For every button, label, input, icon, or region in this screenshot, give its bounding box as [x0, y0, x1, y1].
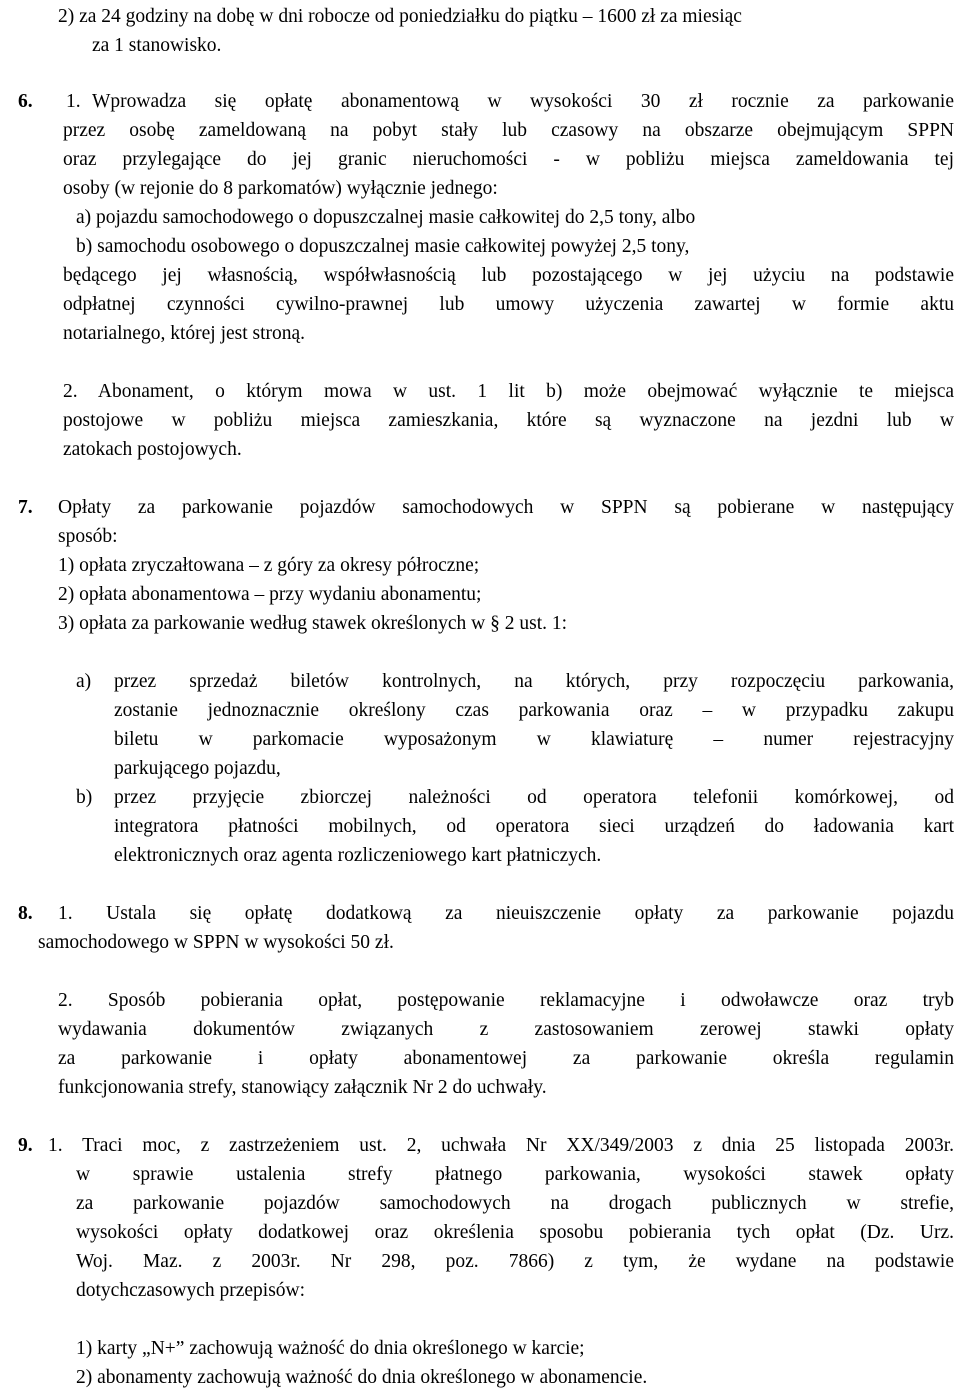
section-9-line: 1. Traci moc, z zastrzeżeniem ust. 2, uchwała Nr XX/349/2003 z dnia 25 listopada 2003r. [48, 1135, 954, 1156]
section-6-para-2-line: 2. Abonament, o którym mowa w ust. 1 lit b) może obejmować wyłącznie te miejsca [63, 381, 954, 402]
section-8-para-2-line: wydawania dokumentów związanych z zastosowaniem zerowej stawki opłaty [58, 1019, 954, 1040]
section-9-line: dotychczasowych przepisów: [76, 1280, 306, 1301]
section-6-number: 6. [18, 91, 33, 112]
section-9-line: za parkowanie pojazdów samochodowych na drogach publicznych w strefie, [76, 1193, 954, 1214]
section-8-para-2-line: funkcjonowania strefy, stanowiący załącznik Nr 2 do uchwały. [58, 1077, 547, 1098]
section-6-para-1-continuation: odpłatnej czynności cywilno-prawnej lub umowy użyczenia zawartej w formie aktu [63, 294, 954, 315]
section-7-item-a-line: parkującego pojazdu, [114, 758, 281, 779]
section-7-item-b-line: przez przyjęcie zbiorczej należności od operatora telefonii komórkowej, od [114, 787, 954, 808]
section-7-number: 7. [18, 497, 33, 518]
section-6-para-1-line: przez osobę zameldowaną na pobyt stały lub czasowy na obszarze obejmującym SPPN [63, 120, 954, 141]
section-7-item-2: 2) opłata abonamentowa – przy wydaniu abonamentu; [58, 584, 482, 605]
intro-item-2-line-1: 2) za 24 godziny na dobę w dni robocze od poniedziałku do piątku – 1600 zł za miesiąc [58, 6, 742, 27]
section-7-item-3: 3) opłata za parkowanie według stawek określonych w § 2 ust. 1: [58, 613, 568, 634]
section-7-item-a-line: przez sprzedaż biletów kontrolnych, na których, przy rozpoczęciu parkowania, [114, 671, 954, 692]
section-7-item-b-line: integratora płatności mobilnych, od operatora sieci urządzeń do ładowania kart [114, 816, 954, 837]
section-9-line: Woj. Maz. z 2003r. Nr 298, poz. 7866) z tym, że wydane na podstawie [76, 1251, 954, 1272]
section-9-line: w sprawie ustalenia strefy płatnego parkowania, wysokości stawek opłaty [76, 1164, 954, 1185]
section-8-para-1-line: 1. Ustala się opłatę dodatkową za nieuiszczenie opłaty za parkowanie pojazdu [58, 903, 954, 924]
section-7-item-a-line: biletu w parkomacie wyposażonym w klawiaturę – numer rejestracyjny [114, 729, 954, 750]
intro-item-2-line-2: za 1 stanowisko. [92, 35, 222, 56]
section-6-para-1-continuation: będącego jej własnością, współwłasnością lub pozostającego w jej użyciu na podstawie [63, 265, 954, 286]
section-6-para-2-line: postojowe w pobliżu miejsca zamieszkania, które są wyznaczone na jezdni lub w [63, 410, 954, 431]
section-6-para-1-continuation: notarialnego, której jest stroną. [63, 323, 306, 344]
section-6-item-a: a) pojazdu samochodowego o dopuszczalnej masie całkowitej do 2,5 tony, albo [76, 207, 696, 228]
section-7-item-a-line: zostanie jednoznacznie określony czas parkowania oraz – w przypadku zakupu [114, 700, 954, 721]
section-9-number: 9. [18, 1135, 33, 1156]
section-9-item-1: 1) karty „N+” zachowują ważność do dnia określonego w karcie; [76, 1338, 585, 1359]
section-7-item-1: 1) opłata zryczałtowana – z góry za okresy półroczne; [58, 555, 480, 576]
section-7-line: Opłaty za parkowanie pojazdów samochodowych w SPPN są pobierane w następujący [58, 497, 954, 518]
section-6-para-2-line: zatokach postojowych. [63, 439, 242, 460]
section-7-item-a-label: a) [76, 671, 92, 692]
section-6-item-b: b) samochodu osobowego o dopuszczalnej masie całkowitej powyżej 2,5 tony, [76, 236, 690, 257]
section-6-para-1-line: osoby (w rejonie do 8 parkomatów) wyłącznie jednego: [63, 178, 498, 199]
section-8-para-2-line: 2. Sposób pobierania opłat, postępowanie reklamacyjne i odwoławcze oraz tryb [58, 990, 954, 1011]
section-8-para-2-line: za parkowanie i opłaty abonamentowej za parkowanie określa regulamin [58, 1048, 954, 1069]
section-7-line: sposób: [58, 526, 118, 547]
section-8-para-1-line: samochodowego w SPPN w wysokości 50 zł. [38, 932, 394, 953]
section-6-para-1-number: 1. [66, 91, 81, 112]
section-7-item-b-line: elektronicznych oraz agenta rozliczeniowego kart płatniczych. [114, 845, 602, 866]
section-6-para-1-line: Wprowadza się opłatę abonamentową w wysokości 30 zł rocznie za parkowanie [92, 91, 954, 112]
section-9-item-2: 2) abonamenty zachowują ważność do dnia określonego w abonamencie. [76, 1367, 648, 1388]
section-9-line: wysokości opłaty dodatkowej oraz określenia sposobu pobierania tych opłat (Dz. Urz. [76, 1222, 954, 1243]
section-6-para-1-line: oraz przylegające do jej granic nieruchomości - w pobliżu miejsca zameldowania tej [63, 149, 954, 170]
section-8-number: 8. [18, 903, 33, 924]
section-7-item-b-label: b) [76, 787, 93, 808]
